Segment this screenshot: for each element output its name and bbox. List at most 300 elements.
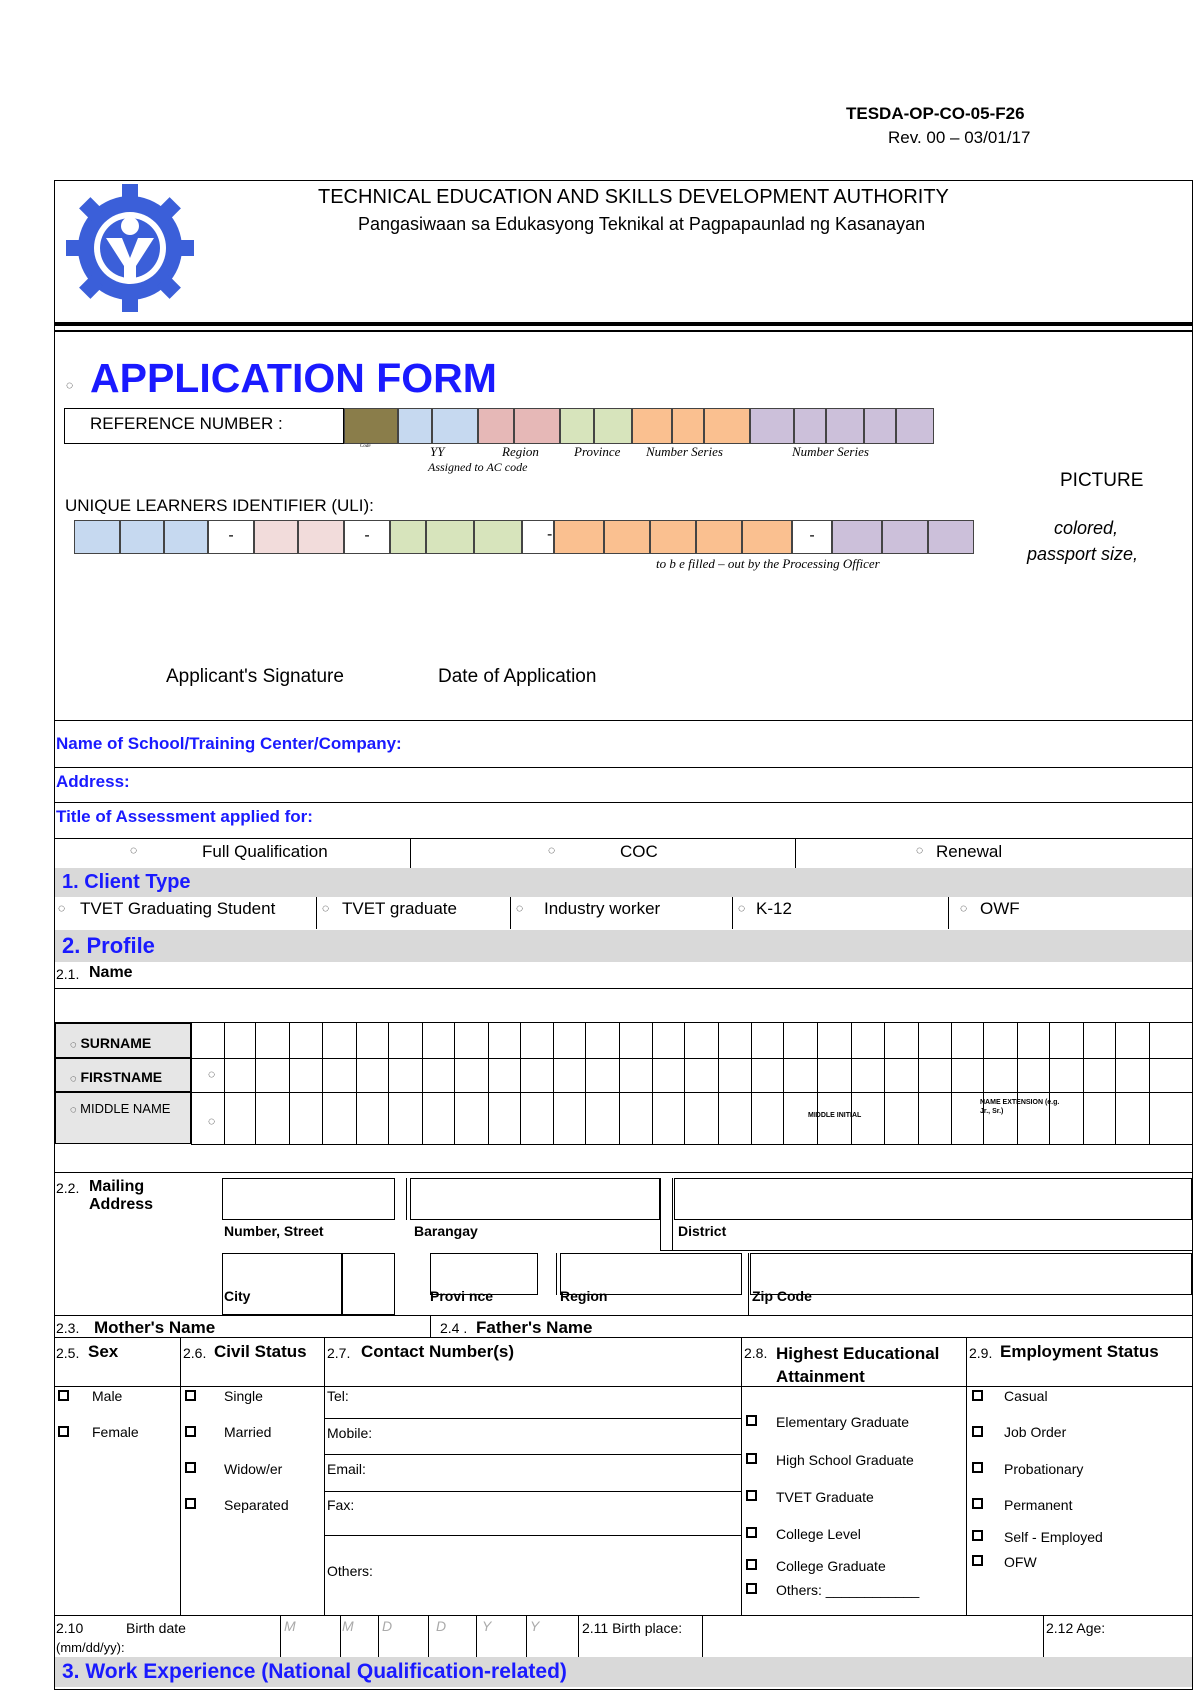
uli-cell[interactable] bbox=[426, 520, 474, 554]
name-letter-cell[interactable] bbox=[520, 1022, 554, 1059]
middle-name-radio-icon: ◌ bbox=[70, 1104, 77, 1116]
col-line bbox=[316, 897, 317, 929]
civil-number: 2.6. bbox=[183, 1345, 207, 1361]
name-letter-cell[interactable] bbox=[1017, 1022, 1050, 1059]
college-level-label: College Level bbox=[776, 1526, 861, 1542]
uli-dash: - bbox=[208, 520, 254, 554]
reference-number-label: REFERENCE NUMBER : bbox=[90, 414, 283, 433]
uli-cell[interactable] bbox=[928, 520, 974, 554]
others-contact-label: Others: bbox=[327, 1563, 373, 1579]
uli-note: to b e filled – out by the Processing Officer bbox=[656, 556, 880, 571]
name-letter-cell[interactable] bbox=[884, 1022, 919, 1059]
client-type-radio[interactable]: ◌ bbox=[58, 901, 66, 915]
job-order-checkbox[interactable] bbox=[972, 1426, 983, 1437]
date-y1[interactable]: Y bbox=[482, 1618, 492, 1634]
name-letter-cell[interactable] bbox=[388, 1092, 423, 1145]
client-type-heading: 1. Client Type bbox=[62, 871, 191, 893]
reference-cell[interactable] bbox=[864, 408, 896, 444]
mother-name-label: Mother's Name bbox=[94, 1318, 216, 1337]
uli-cell[interactable] bbox=[390, 520, 426, 554]
high-school-label: High School Graduate bbox=[776, 1452, 914, 1468]
name-letter-cell[interactable] bbox=[322, 1058, 357, 1093]
school-label: Name of School/Training Center/Company: bbox=[56, 734, 402, 753]
middle-name-radio[interactable]: ◌ bbox=[208, 1114, 216, 1128]
reference-cell[interactable] bbox=[794, 408, 826, 444]
name-letter-cell[interactable] bbox=[454, 1022, 489, 1059]
uli-cell[interactable] bbox=[474, 520, 522, 554]
name-letter-cell[interactable] bbox=[751, 1022, 784, 1059]
ofw-label: OFW bbox=[1004, 1554, 1037, 1570]
name-letter-cell[interactable] bbox=[1149, 1022, 1193, 1059]
casual-label: Casual bbox=[1004, 1388, 1048, 1404]
name-letter-cell[interactable] bbox=[783, 1022, 818, 1059]
col-line bbox=[406, 1178, 407, 1220]
reference-cell[interactable] bbox=[432, 408, 478, 444]
name-letter-cell[interactable] bbox=[454, 1058, 489, 1093]
col-line bbox=[732, 897, 733, 929]
name-letter-cell[interactable] bbox=[918, 1058, 952, 1093]
row-line bbox=[324, 1454, 741, 1455]
name-letter-cell[interactable] bbox=[619, 1058, 653, 1093]
row-line bbox=[324, 1418, 741, 1419]
name-letter-cell[interactable] bbox=[422, 1022, 455, 1059]
surname-radio-icon: ◌ bbox=[70, 1039, 77, 1051]
province-label: Provi nce bbox=[430, 1288, 494, 1304]
city-field-ext[interactable] bbox=[342, 1253, 395, 1315]
name-letter-cell[interactable] bbox=[289, 1058, 323, 1093]
section-2-bar bbox=[55, 930, 1192, 962]
city-label: City bbox=[224, 1288, 251, 1304]
right-border bbox=[1192, 180, 1193, 1690]
applicant-signature-label: Applicant's Signature bbox=[166, 666, 344, 687]
reference-cell[interactable] bbox=[398, 408, 432, 444]
name-letter-cell[interactable] bbox=[224, 1092, 256, 1145]
name-letter-cell[interactable] bbox=[520, 1058, 554, 1093]
name-letter-cell[interactable] bbox=[951, 1022, 984, 1059]
firstname-label: FIRSTNAME bbox=[80, 1069, 163, 1085]
firstname-radio[interactable]: ◌ bbox=[208, 1067, 216, 1081]
name-letter-cell[interactable] bbox=[884, 1058, 919, 1093]
reference-cell[interactable] bbox=[826, 408, 864, 444]
name-number: 2.1. bbox=[56, 966, 80, 982]
name-letter-cell[interactable] bbox=[1049, 1058, 1084, 1093]
uli-cell[interactable] bbox=[832, 520, 882, 554]
self-employed-checkbox[interactable] bbox=[972, 1530, 983, 1541]
col-line bbox=[748, 1253, 749, 1315]
job-order-label: Job Order bbox=[1004, 1424, 1067, 1440]
name-letter-cell[interactable] bbox=[619, 1022, 653, 1059]
client-type-owf: OWF bbox=[980, 899, 1020, 918]
name-letter-cell[interactable] bbox=[817, 1058, 852, 1093]
college-graduate-checkbox[interactable] bbox=[746, 1559, 757, 1570]
name-letter-cell[interactable] bbox=[851, 1058, 885, 1093]
middle-name-label-cell bbox=[55, 1092, 191, 1144]
client-type-radio[interactable]: ◌ bbox=[516, 901, 524, 915]
header-divider-thin bbox=[54, 330, 1193, 332]
name-letter-cell[interactable] bbox=[422, 1058, 455, 1093]
name-letter-cell[interactable] bbox=[255, 1022, 290, 1059]
city-field[interactable] bbox=[222, 1253, 342, 1315]
reference-cell[interactable] bbox=[478, 408, 514, 444]
client-type-radio[interactable]: ◌ bbox=[738, 901, 746, 915]
top-border bbox=[54, 180, 1193, 181]
district-label: District bbox=[678, 1223, 727, 1239]
uli-cell[interactable] bbox=[554, 520, 604, 554]
name-letter-cell[interactable] bbox=[1115, 1092, 1150, 1145]
uli-cell[interactable] bbox=[74, 520, 120, 554]
name-letter-cell[interactable] bbox=[224, 1058, 256, 1093]
single-label: Single bbox=[224, 1388, 263, 1404]
name-letter-cell[interactable] bbox=[1049, 1022, 1084, 1059]
casual-checkbox[interactable] bbox=[972, 1390, 983, 1401]
name-letter-cell[interactable] bbox=[553, 1058, 586, 1093]
col-line bbox=[340, 1615, 341, 1657]
single-checkbox[interactable] bbox=[185, 1390, 196, 1401]
date-m1[interactable]: M bbox=[284, 1618, 296, 1634]
ref-sub-region: Region bbox=[502, 444, 539, 459]
tel-label: Tel: bbox=[327, 1388, 349, 1404]
name-letter-cell[interactable] bbox=[1149, 1058, 1193, 1093]
client-type-radio[interactable]: ◌ bbox=[960, 901, 968, 915]
name-letter-cell[interactable] bbox=[356, 1022, 389, 1059]
name-letter-cell[interactable] bbox=[585, 1022, 620, 1059]
reference-cell[interactable] bbox=[594, 408, 632, 444]
high-school-checkbox[interactable] bbox=[746, 1453, 757, 1464]
uli-cell[interactable] bbox=[742, 520, 792, 554]
ref-sub-number-series-2: Number Series bbox=[792, 444, 869, 459]
row-line bbox=[54, 838, 1193, 839]
client-type-radio[interactable]: ◌ bbox=[322, 901, 330, 915]
region-label: Region bbox=[560, 1288, 608, 1304]
elementary-label: Elementary Graduate bbox=[776, 1414, 910, 1430]
name-letter-cell[interactable] bbox=[1149, 1092, 1193, 1145]
name-letter-cell[interactable] bbox=[289, 1022, 323, 1059]
barangay-field[interactable] bbox=[410, 1178, 660, 1220]
fax-label: Fax: bbox=[327, 1497, 355, 1513]
mailing-number: 2.2. bbox=[56, 1180, 80, 1196]
col-line bbox=[428, 1615, 429, 1657]
male-checkbox[interactable] bbox=[58, 1390, 69, 1401]
reference-label-box bbox=[64, 408, 344, 444]
date-d2[interactable]: D bbox=[436, 1618, 447, 1634]
name-letter-cell[interactable] bbox=[520, 1092, 554, 1145]
name-grid[interactable] bbox=[191, 1022, 1192, 1144]
reference-cell[interactable] bbox=[344, 408, 398, 444]
widower-label: Widow/er bbox=[224, 1461, 283, 1477]
name-letter-cell[interactable] bbox=[652, 1022, 685, 1059]
address-label: Address: bbox=[56, 772, 130, 791]
row-line bbox=[660, 1250, 1192, 1251]
name-letter-cell[interactable] bbox=[255, 1058, 290, 1093]
col-line bbox=[280, 1615, 281, 1657]
name-letter-cell[interactable] bbox=[255, 1092, 290, 1145]
date-of-application-label: Date of Application bbox=[438, 666, 597, 687]
mailing-address-label: Mailing Address bbox=[89, 1178, 154, 1213]
name-letter-cell[interactable] bbox=[718, 1058, 752, 1093]
name-letter-cell[interactable] bbox=[918, 1092, 952, 1145]
row-line bbox=[324, 1535, 741, 1536]
uli-cell[interactable] bbox=[650, 520, 696, 554]
col-line bbox=[430, 1315, 431, 1337]
birthdate-number: 2.10 bbox=[56, 1620, 84, 1636]
name-letter-cell[interactable] bbox=[356, 1058, 389, 1093]
picture-passport-size: passport size, bbox=[1027, 544, 1139, 564]
ref-sub-number-series: Number Series bbox=[646, 444, 723, 459]
ref-sub-code: Code bbox=[360, 444, 371, 449]
col-line bbox=[324, 1337, 325, 1615]
name-letter-cell[interactable] bbox=[191, 1058, 225, 1093]
barangay-label: Barangay bbox=[414, 1223, 478, 1239]
birth-place-label: 2.11 Birth place: bbox=[582, 1620, 683, 1636]
name-letter-cell[interactable] bbox=[585, 1092, 620, 1145]
name-letter-cell[interactable] bbox=[652, 1092, 685, 1145]
header-divider bbox=[54, 322, 1193, 326]
father-name-label: Father's Name bbox=[476, 1318, 593, 1337]
name-letter-cell[interactable] bbox=[884, 1092, 919, 1145]
highest-education-label: Highest Educational Attainment bbox=[776, 1344, 940, 1386]
row-line bbox=[54, 988, 1193, 989]
uli-cells bbox=[74, 520, 978, 554]
col-line bbox=[795, 838, 796, 868]
uli-cell[interactable] bbox=[696, 520, 742, 554]
reference-cell[interactable] bbox=[632, 408, 672, 444]
name-letter-cell[interactable] bbox=[783, 1058, 818, 1093]
col-line bbox=[660, 1178, 661, 1250]
bottom-border bbox=[54, 1689, 1193, 1690]
uli-dash: - bbox=[792, 520, 832, 554]
employment-number: 2.9. bbox=[969, 1345, 993, 1361]
employment-status-label: Employment Status bbox=[1000, 1342, 1159, 1361]
full-qualification-label: Full Qualification bbox=[202, 842, 328, 861]
agency-name: TECHNICAL EDUCATION AND SKILLS DEVELOPMENT AUTHORITY bbox=[318, 186, 949, 208]
name-extension-label: NAME EXTENSION (e.g. Jr., Sr.) bbox=[980, 1099, 1060, 1115]
tesda-logo bbox=[62, 180, 198, 316]
name-label: Name bbox=[89, 964, 133, 981]
street-field[interactable] bbox=[222, 1178, 395, 1220]
name-letter-cell[interactable] bbox=[751, 1058, 784, 1093]
name-letter-cell[interactable] bbox=[322, 1022, 357, 1059]
education-number: 2.8. bbox=[744, 1345, 768, 1361]
renewal-label: Renewal bbox=[936, 842, 1003, 861]
name-letter-cell[interactable] bbox=[1115, 1058, 1150, 1093]
picture-label: PICTURE bbox=[1060, 470, 1144, 491]
client-type-tvet-graduate: TVET graduate bbox=[342, 899, 457, 918]
female-label: Female bbox=[92, 1424, 139, 1440]
name-letter-cell[interactable] bbox=[585, 1058, 620, 1093]
surname-label: SURNAME bbox=[80, 1035, 152, 1051]
reference-cell[interactable] bbox=[750, 408, 794, 444]
street-label: Number, Street bbox=[224, 1223, 324, 1239]
name-letter-cell[interactable] bbox=[224, 1022, 256, 1059]
date-y2[interactable]: Y bbox=[530, 1618, 540, 1634]
civil-status-label: Civil Status bbox=[214, 1342, 307, 1361]
name-letter-cell[interactable] bbox=[356, 1092, 389, 1145]
col-line bbox=[556, 1253, 557, 1295]
surname-label-cell bbox=[55, 1023, 191, 1058]
others-education-checkbox[interactable] bbox=[746, 1583, 757, 1594]
married-label: Married bbox=[224, 1424, 272, 1440]
picture-colored: colored, bbox=[1054, 518, 1119, 538]
probationary-label: Probationary bbox=[1004, 1461, 1084, 1477]
name-letter-cell[interactable] bbox=[718, 1022, 752, 1059]
uli-cell[interactable] bbox=[298, 520, 344, 554]
age-label: 2.12 Age: bbox=[1046, 1620, 1106, 1636]
separated-label: Separated bbox=[224, 1497, 289, 1513]
full-qualification-radio[interactable]: ◌ bbox=[130, 843, 138, 857]
revision-date: Rev. 00 – 03/01/17 bbox=[888, 128, 1031, 147]
reference-number-cells bbox=[344, 408, 994, 444]
agency-name-filipino: Pangasiwaan sa Edukasyong Teknikal at Pagpapaunlad ng Kasanayan bbox=[358, 214, 926, 234]
name-letter-cell[interactable] bbox=[718, 1092, 752, 1145]
row-line bbox=[54, 767, 1193, 768]
name-letter-cell[interactable] bbox=[1083, 1022, 1116, 1059]
male-label: Male bbox=[92, 1388, 123, 1404]
col-line bbox=[510, 897, 511, 929]
row-line bbox=[54, 720, 1193, 721]
name-letter-cell[interactable] bbox=[918, 1022, 952, 1059]
firstname-label-cell bbox=[55, 1058, 191, 1092]
name-letter-cell[interactable] bbox=[751, 1092, 784, 1145]
col-line bbox=[741, 1337, 742, 1615]
section-1-bar bbox=[55, 868, 1192, 897]
client-type-industry-worker: Industry worker bbox=[544, 899, 661, 918]
ofw-checkbox[interactable] bbox=[972, 1555, 983, 1566]
firstname-radio-icon: ◌ bbox=[70, 1073, 77, 1085]
uli-label: UNIQUE LEARNERS IDENTIFIER (ULI): bbox=[65, 496, 374, 515]
date-m2[interactable]: M bbox=[342, 1618, 354, 1634]
separated-checkbox[interactable] bbox=[185, 1498, 196, 1509]
mobile-label: Mobile: bbox=[327, 1425, 373, 1441]
uli-cell[interactable] bbox=[882, 520, 928, 554]
district-field[interactable] bbox=[674, 1178, 1192, 1220]
name-letter-cell[interactable] bbox=[983, 1022, 1018, 1059]
col-line bbox=[948, 897, 949, 929]
name-letter-cell[interactable] bbox=[488, 1092, 521, 1145]
name-letter-cell[interactable] bbox=[488, 1058, 521, 1093]
name-letter-cell[interactable] bbox=[1083, 1092, 1116, 1145]
name-letter-cell[interactable] bbox=[322, 1092, 357, 1145]
row-line bbox=[54, 1315, 1193, 1316]
reference-cell[interactable] bbox=[704, 408, 750, 444]
assessment-title-label: Title of Assessment applied for: bbox=[56, 807, 313, 826]
name-letter-cell[interactable] bbox=[1115, 1022, 1150, 1059]
reference-cell[interactable] bbox=[560, 408, 594, 444]
col-line bbox=[578, 1615, 579, 1657]
work-experience-heading: 3. Work Experience (National Qualification-related) bbox=[62, 1660, 567, 1683]
sex-label: Sex bbox=[88, 1342, 119, 1361]
reference-cell[interactable] bbox=[896, 408, 934, 444]
name-letter-cell[interactable] bbox=[422, 1092, 455, 1145]
name-letter-cell[interactable] bbox=[983, 1058, 1018, 1093]
name-letter-cell[interactable] bbox=[951, 1058, 984, 1093]
name-letter-cell[interactable] bbox=[684, 1022, 719, 1059]
row-line bbox=[54, 802, 1193, 803]
row-line bbox=[54, 1172, 1193, 1173]
name-letter-cell[interactable] bbox=[684, 1058, 719, 1093]
col-line bbox=[702, 1615, 703, 1657]
name-letter-cell[interactable] bbox=[851, 1022, 885, 1059]
reference-cell[interactable] bbox=[672, 408, 704, 444]
name-letter-cell[interactable] bbox=[289, 1092, 323, 1145]
mother-number: 2.3. bbox=[56, 1320, 80, 1336]
col-line bbox=[672, 1178, 673, 1250]
permanent-label: Permanent bbox=[1004, 1497, 1073, 1513]
uli-cell[interactable] bbox=[164, 520, 208, 554]
col-line bbox=[180, 1337, 181, 1615]
name-letter-cell[interactable] bbox=[684, 1092, 719, 1145]
name-letter-cell[interactable] bbox=[191, 1022, 225, 1059]
profile-heading: 2. Profile bbox=[62, 933, 155, 958]
coc-radio[interactable]: ◌ bbox=[548, 843, 556, 857]
coc-label: COC bbox=[620, 842, 658, 861]
col-line bbox=[410, 838, 411, 868]
uli-cell[interactable] bbox=[120, 520, 164, 554]
row-line bbox=[54, 1615, 1193, 1616]
married-checkbox[interactable] bbox=[185, 1426, 196, 1437]
name-letter-cell[interactable] bbox=[454, 1092, 489, 1145]
contact-numbers-label: Contact Number(s) bbox=[361, 1342, 515, 1361]
zip-code-field[interactable] bbox=[750, 1253, 1192, 1295]
widower-checkbox[interactable] bbox=[185, 1462, 196, 1473]
birthdate-format: (mm/dd/yy): bbox=[56, 1640, 125, 1655]
name-letter-cell[interactable] bbox=[388, 1058, 423, 1093]
others-education-label: Others: ____________ bbox=[776, 1582, 920, 1598]
middle-name-label: MIDDLE NAME bbox=[80, 1101, 171, 1116]
name-letter-cell[interactable] bbox=[1083, 1058, 1116, 1093]
middle-initial-label: MIDDLE INITIAL bbox=[808, 1112, 862, 1119]
female-checkbox[interactable] bbox=[58, 1426, 69, 1437]
client-type-tvet-graduating: TVET Graduating Student bbox=[80, 899, 276, 918]
name-letter-cell[interactable] bbox=[388, 1022, 423, 1059]
ref-sub-yy: YY bbox=[430, 444, 445, 459]
col-line bbox=[526, 1615, 527, 1657]
col-line bbox=[476, 1615, 477, 1657]
reference-cell[interactable] bbox=[514, 408, 560, 444]
tvet-graduate-checkbox[interactable] bbox=[746, 1490, 757, 1501]
birthdate-label: Birth date bbox=[126, 1620, 186, 1636]
college-level-checkbox[interactable] bbox=[746, 1527, 757, 1538]
client-type-k12: K-12 bbox=[756, 899, 792, 918]
permanent-checkbox[interactable] bbox=[972, 1498, 983, 1509]
name-letter-cell[interactable] bbox=[191, 1092, 225, 1145]
uli-dash: - bbox=[344, 520, 390, 554]
name-letter-cell[interactable] bbox=[619, 1092, 653, 1145]
sex-number: 2.5. bbox=[56, 1345, 80, 1361]
col-line bbox=[1043, 1615, 1044, 1657]
renewal-radio[interactable]: ◌ bbox=[916, 843, 924, 857]
name-letter-cell[interactable] bbox=[488, 1022, 521, 1059]
uli-cell[interactable] bbox=[254, 520, 298, 554]
zip-code-label: Zip Code bbox=[752, 1288, 812, 1304]
ref-sub-province: Province bbox=[574, 444, 621, 459]
uli-dash: - bbox=[547, 526, 553, 543]
uli-cell[interactable] bbox=[604, 520, 650, 554]
name-letter-cell[interactable] bbox=[553, 1092, 586, 1145]
tvet-graduate-label: TVET Graduate bbox=[776, 1489, 874, 1505]
date-d1[interactable]: D bbox=[382, 1618, 393, 1634]
row-line bbox=[54, 1386, 1193, 1387]
name-letter-cell[interactable] bbox=[652, 1058, 685, 1093]
name-letter-cell[interactable] bbox=[553, 1022, 586, 1059]
title-radio-icon: ◌ bbox=[66, 378, 74, 392]
contact-number-num: 2.7. bbox=[327, 1345, 351, 1361]
name-letter-cell[interactable] bbox=[1017, 1058, 1050, 1093]
elementary-checkbox[interactable] bbox=[746, 1415, 757, 1426]
probationary-checkbox[interactable] bbox=[972, 1462, 983, 1473]
name-letter-cell[interactable] bbox=[817, 1022, 852, 1059]
document-code: TESDA-OP-CO-05-F26 bbox=[846, 104, 1025, 123]
row-line bbox=[54, 1337, 1193, 1338]
